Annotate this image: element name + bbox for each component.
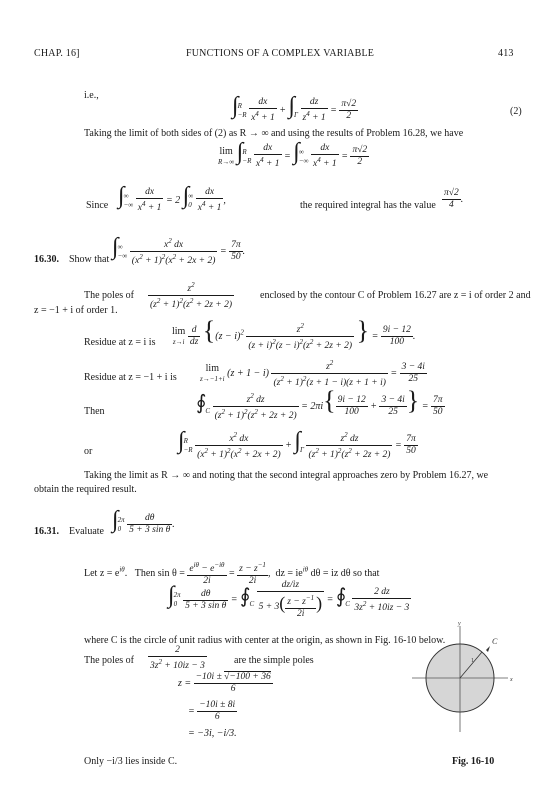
let-prefix: Let z = e — [84, 567, 120, 579]
figure-label-radius: 1 — [471, 658, 474, 664]
residue-2-label: Residue at z = −1 + i is — [84, 372, 177, 383]
equation-since: ∫ ∞ −∞ $\frac{dx}{x^4 + 1}$ = 2 ∫ ∞ 0 $\frac{dx}{x^4 + 1}$ , — [118, 183, 226, 214]
equation-16-30: ∫ ∞ −∞ $\frac{x^2 dx}{(x^2 + 1)^2(x^2 + 2x + 2)}$ = $\frac{7\pi}{50}$ . — [112, 233, 246, 267]
equation-2: ∫ R −R $\frac{dx}{x^4 + 1}$ + ∫ Γ $\frac{dz}{z^4 + 1}$ = $\frac{\pi√2}{2}$ — [232, 93, 357, 124]
z-line-1: z = $\frac{-10i \pm √-100 + 36}{6}$ — [178, 672, 271, 694]
residue-1-denominator: 100 — [389, 337, 404, 348]
let-post: dz = ie — [275, 567, 303, 579]
let-middle: Then sin θ = — [134, 567, 185, 579]
z-line-2: = $\frac{-10i \pm 8i}{6}$ — [188, 700, 236, 722]
poles-16-31-post: are the simple poles — [234, 655, 314, 666]
intro-text: i.e., — [84, 90, 99, 101]
problem-16-31-number: 16.31. — [34, 526, 59, 537]
poles-16-30-line2: z = −1 + i of order 1. — [34, 305, 118, 316]
header-chapter: CHAP. 16] — [34, 48, 80, 59]
residue-1-label: Residue at z = i is — [84, 337, 156, 348]
conclusion-line-2: obtain the required result. — [34, 484, 137, 495]
poles-16-31-fraction: $\frac{2}{3z^2 + 10iz - 3}$ — [150, 645, 205, 672]
substitution-equation: ∫ 2π 0 $\frac{d\theta}{\text{5 + 3 sin θ}}$ = ∮ C dz/iz 5 + 3( $\frac{z - z^{-1}}{2i}$ ) = ∮ C $\frac{2 dz}{3z^2 + 10iz - 3}$ — [168, 580, 410, 620]
figure-caption: Fig. 16-10 — [452, 756, 495, 767]
figure-label-c: C — [492, 637, 498, 646]
conclusion-line-1: Taking the limit as R → ∞ and noting that the second integral approaches zero by Problem 16.27, we — [84, 470, 489, 481]
where-text: where C is the circle of unit radius with center at the origin, as shown in Fig. 16-10 below. — [84, 635, 446, 646]
text-limit: Taking the limit of both sides of (2) as R → ∞ and using the results of Problem 16.28, we have — [84, 128, 464, 139]
figure-axis-y: y — [458, 621, 461, 627]
header-title: FUNCTIONS OF A COMPLEX VARIABLE — [186, 48, 375, 59]
figure-16-10 — [408, 620, 518, 750]
poles-16-30-fraction: $\frac{z^2}{(z^2 + 1)^2(z^2 + 2z + 2)}$ — [150, 281, 233, 311]
residue-2-equation: lim z→−1+i (z + 1 − i) $\frac{z^2}{(z^2 + 1)^2(z + 1 - i)(z + 1 + i)}$ = $\frac{3 - 4i}{25}$ — [200, 359, 425, 389]
equation-16-31: ∫ 2π 0 $\frac{d\theta}{\text{5 + 3 sin θ}}$ . — [112, 507, 175, 536]
problem-16-31-evaluate: Evaluate — [69, 526, 104, 537]
poles-16-30-pre: The poles of — [84, 290, 134, 301]
figure-axis-x: x — [510, 677, 513, 683]
problem-16-30-show: Show that — [69, 254, 110, 265]
residue-2-denominator: 25 — [408, 374, 419, 385]
residue-1-equation: lim z→i $\frac{d}{dz}$ {$(z - i)^2$ $\frac{z^2}{(z + i)^2(z - i)^2(z^2 + 2z + 2)}$ } = $\frac{9i - 12}{100}$ . — [172, 316, 416, 352]
residue-1-value: 9i − 12 — [382, 325, 411, 336]
let-line: Let $z = e^{i\theta}$. Then sin θ = $\frac{e^{i\theta} - e^{-i\theta}}{2i}$ = $\frac{z - z^{-1}}{2i}$ , dz = $ie^{i\theta}$ dθ = iz dθ so that — [84, 561, 380, 587]
let-tail: dθ = iz dθ so that — [310, 567, 380, 579]
only-text: Only −i/3 lies inside C. — [84, 756, 178, 767]
equation-2-label: (2) — [510, 106, 522, 117]
poles-16-31-pre: The poles of — [84, 655, 134, 666]
orientation-arrow-icon — [486, 646, 490, 652]
poles-16-30-post: enclosed by the contour C of Problem 16.27 are z = i of order 2 and — [260, 290, 531, 301]
contour-integral-equation: ∮ C $\frac{z^2 dz}{(z^2 + 1)^2(z^2 + 2z + 2)}$ = 2πi{ $\frac{9i - 12}{100}$ + $\frac{3 - 4i}{25}$ } = $\frac{7\pi}{50}$ — [196, 386, 443, 422]
header-page: 413 — [498, 48, 514, 59]
since-label: Since — [86, 200, 109, 211]
equation-limit: lim R→∞ ∫ R −R $\frac{dx}{x^4 + 1}$ = ∫ ∞ −∞ $\frac{dx}{x^4 + 1}$ = $\frac{\pi√2}{2}$ — [218, 139, 368, 170]
residue-2-value: 3 − 4i — [401, 362, 425, 373]
then-label: Then — [84, 406, 105, 417]
split-integral-equation: ∫ R −R $\frac{x^2 dx}{(x^2 + 1)^2(x^2 + 2x + 2)}$ + ∫ Γ $\frac{z^2 dz}{(z^2 + 1)^2(z^2 + 2z + 2)}$ = $\frac{7\pi}{50}$ — [178, 427, 416, 461]
since-middle-text: the required integral has the value — [300, 200, 436, 211]
or-label: or — [84, 446, 93, 457]
z-line-3: = −3i, −i/3. — [188, 728, 237, 739]
since-value: $\frac{\pi√2}{4}$ . — [444, 188, 464, 210]
problem-16-30-number: 16.30. — [34, 254, 59, 265]
